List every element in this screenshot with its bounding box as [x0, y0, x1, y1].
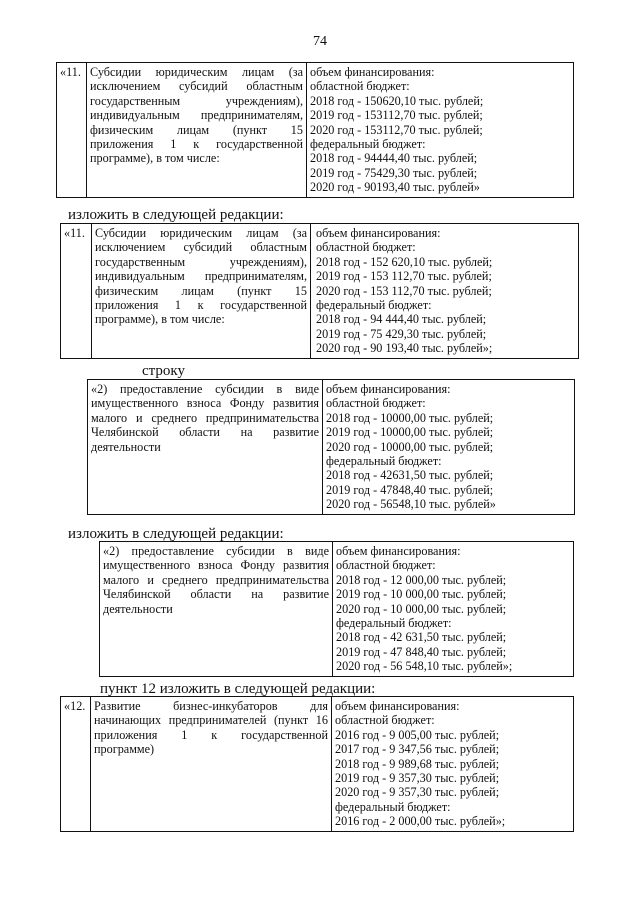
funding-line: 2019 год - 10000,00 тыс. рублей; [326, 425, 494, 440]
old-row-2-table [61, 379, 575, 515]
funding-line: 2020 год - 9 357,30 тыс. рублей; [335, 785, 500, 800]
funding-line: объем финансирования: [310, 65, 435, 79]
funding-line: 2019 год - 153112,70 тыс. рублей; [310, 108, 483, 123]
funding-line: объем финансирования: [335, 699, 460, 713]
section-heading: изложить в следующей редакции: [68, 207, 284, 223]
funding-line: 2020 год - 90 193,40 тыс. рублей»; [316, 341, 493, 356]
funding-line: областной бюджет: [326, 396, 426, 411]
funding-line: 2020 год - 10000,00 тыс. рублей; [326, 439, 494, 454]
funding-line: 2018 год - 94 444,40 тыс. рублей; [316, 312, 487, 327]
new-row-11-table [60, 223, 579, 359]
funding-line: 2018 год - 12 000,00 тыс. рублей; [336, 572, 507, 587]
section-heading: изложить в следующей редакции: [68, 526, 284, 542]
new-row-12-table [60, 696, 574, 832]
funding-line: 2020 год - 56 548,10 тыс. рублей»; [336, 659, 513, 674]
row-description: «2) предоставление субсидии в виде имущественного взноса Фонду развития малого и среднего предпринимательства Челябинской области на развитие деятельности [100, 542, 333, 677]
funding-line: 2019 год - 75429,30 тыс. рублей; [310, 165, 478, 180]
funding-line: 2018 год - 9 989,68 тыс. рублей; [335, 756, 500, 771]
funding-line: областной бюджет: [336, 558, 436, 573]
funding-line: 2019 год - 47848,40 тыс. рублей; [326, 482, 494, 497]
funding-cell [333, 542, 574, 677]
funding-line: 2018 год - 42 631,50 тыс. рублей; [336, 630, 507, 645]
row-description: «2) предоставление субсидии в виде имущественного взноса Фонду развития малого и среднего предпринимательства Челябинской области на развитие деятельности [88, 380, 323, 515]
funding-line: 2020 год - 153 112,70 тыс. рублей; [316, 283, 492, 298]
empty-cell [61, 380, 88, 515]
funding-line: областной бюджет: [316, 240, 416, 255]
funding-line: 2018 год - 150620,10 тыс. рублей; [310, 93, 484, 108]
funding-line: объем финансирования: [326, 382, 451, 396]
funding-line: 2018 год - 152 620,10 тыс. рублей; [316, 254, 493, 269]
funding-line: 2019 год - 75 429,30 тыс. рублей; [316, 326, 487, 341]
funding-cell [323, 380, 575, 515]
funding-cell [332, 697, 574, 832]
section-heading: строку [142, 363, 185, 379]
funding-line: 2020 год - 153112,70 тыс. рублей; [310, 122, 483, 137]
table-row [61, 224, 579, 359]
row-number: «11. [61, 224, 92, 359]
funding-line: федеральный бюджет: [316, 298, 432, 313]
funding-line: объем финансирования: [316, 226, 441, 240]
funding-line: областной бюджет: [335, 713, 435, 728]
table-row [61, 380, 575, 515]
funding-line: 2019 год - 10 000,00 тыс. рублей; [336, 587, 507, 602]
section-heading: пункт 12 изложить в следующей редакции: [100, 681, 376, 697]
table-row [61, 542, 574, 677]
page-number: 74 [313, 34, 327, 49]
funding-line: 2018 год - 94444,40 тыс. рублей; [310, 151, 478, 166]
funding-line: 2016 год - 2 000,00 тыс. рублей»; [335, 814, 506, 829]
funding-line: 2019 год - 153 112,70 тыс. рублей; [316, 269, 492, 284]
funding-line: федеральный бюджет: [310, 137, 426, 152]
funding-cell [307, 63, 574, 198]
row-description: Субсидии юридическим лицам (за исключением субсидий областным государственным учреждениям), индивидуальным предпринимателям, физическим лицам (пункт 15 приложения 1 к государственной программе), в том числе: [92, 224, 311, 359]
funding-line: 2017 год - 9 347,56 тыс. рублей; [335, 742, 500, 757]
new-row-2-table [61, 541, 574, 677]
funding-line: 2019 год - 9 357,30 тыс. рублей; [335, 771, 500, 786]
funding-line: 2016 год - 9 005,00 тыс. рублей; [335, 727, 500, 742]
row-description: Субсидии юридическим лицам (за исключением субсидий областным государственным учреждениям), индивидуальным предпринимателям, физическим лицам (пункт 15 приложения 1 к государственной программе), в том числе: [87, 63, 307, 198]
row-number: «11. [57, 63, 87, 198]
funding-cell [311, 224, 579, 359]
funding-line: 2019 год - 47 848,40 тыс. рублей; [336, 644, 507, 659]
old-row-11-table [56, 62, 574, 198]
funding-line: 2018 год - 10000,00 тыс. рублей; [326, 410, 494, 425]
funding-line: федеральный бюджет: [335, 799, 451, 814]
funding-line: областной бюджет: [310, 79, 410, 94]
row-description: Развитие бизнес-инкубаторов для начинающих предпринимателей (пункт 16 приложения 1 к государственной программе) [91, 697, 332, 832]
funding-line: федеральный бюджет: [326, 454, 442, 469]
funding-line: объем финансирования: [336, 544, 461, 558]
table-row [61, 697, 574, 832]
empty-cell [61, 542, 100, 677]
funding-line: 2020 год - 56548,10 тыс. рублей» [326, 497, 496, 512]
table-row [57, 63, 574, 198]
row-number: «12. [61, 697, 91, 832]
funding-line: 2018 год - 42631,50 тыс. рублей; [326, 468, 494, 483]
funding-line: федеральный бюджет: [336, 616, 452, 631]
funding-line: 2020 год - 10 000,00 тыс. рублей; [336, 601, 507, 616]
funding-line: 2020 год - 90193,40 тыс. рублей» [310, 180, 480, 195]
